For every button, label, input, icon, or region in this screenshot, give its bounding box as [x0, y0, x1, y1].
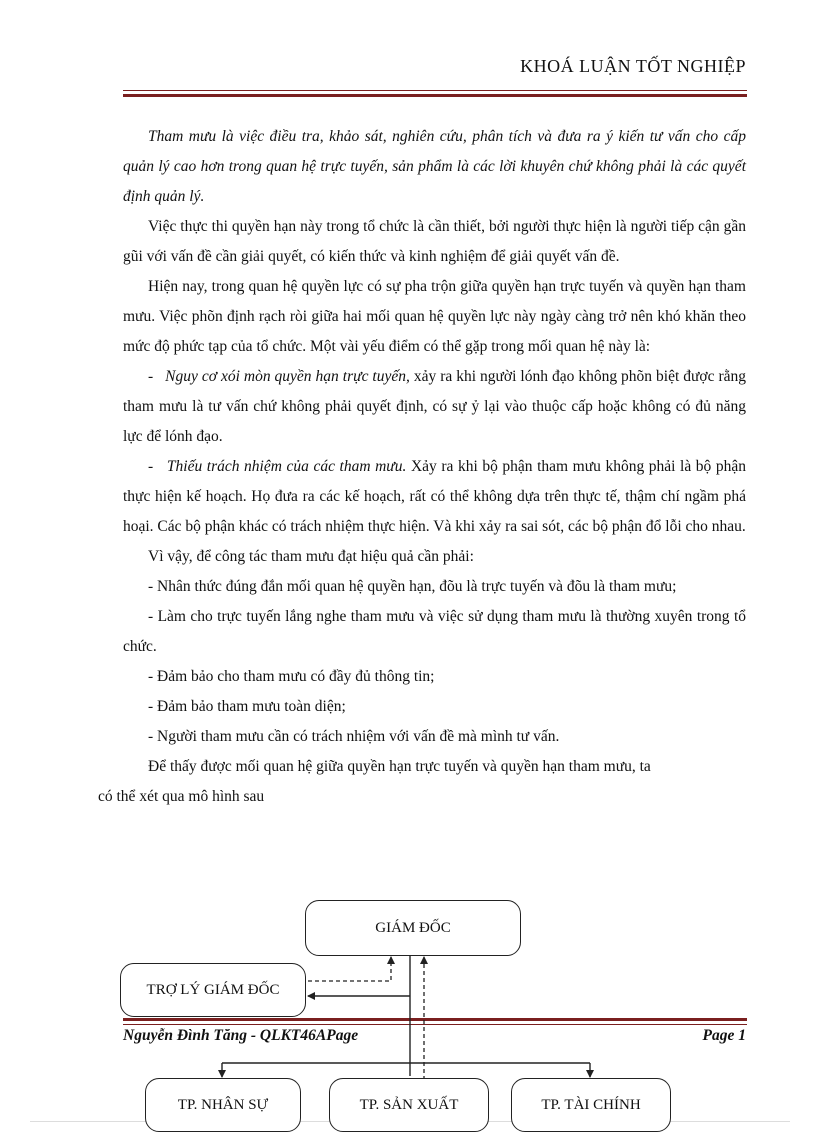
bullet-erosion-title: Nguy cơ xói mòn quyền hạn trực tuyến,	[165, 368, 410, 385]
list-item: - Làm cho trực tuyến lắng nghe tham mưu và việc sử dụng tham mưu là thường xuyên trong tổ chức.	[123, 608, 746, 655]
footer-author: Nguyễn Đình Tăng - QLKT46APage	[123, 1027, 359, 1044]
assistant-box: TRỢ LÝ GIÁM ĐỐC	[120, 963, 306, 1017]
bullet-erosion: - Nguy cơ xói mòn quyền hạn trực tuyến, xảy ra khi người lónh đạo không phõn biệt được rằng tham mưu là tư vấn chứ không phải quyết định, có sự ỷ lại vào thuộc cấp hoặc không có đủ năng lực để lónh đạo.	[123, 368, 747, 445]
paragraph-necessity: Việc thực thi quyền hạn này trong tổ chức là cần thiết, bởi người thực hiện là người tiếp cận gần gũi với vấn đề cần giải quyết, có kiến thức và kinh nghiệm để giải quyết vấn đề.	[123, 218, 746, 265]
list-item: - Đảm bảo tham mưu toàn diện;	[148, 698, 346, 715]
list-item: - Nhân thức đúng đắn mối quan hệ quyền hạn, đõu là trực tuyến và đõu là tham mưu;	[148, 578, 677, 595]
list-item: - Người tham mưu cần có trách nhiệm với vấn đề mà mình tư vấn.	[148, 728, 560, 745]
dept-production-box: TP. SẢN XUẤT	[329, 1078, 489, 1132]
director-box: GIÁM ĐỐC	[305, 900, 521, 956]
dept-finance-box: TP. TÀI CHÍNH	[511, 1078, 671, 1132]
list-item: - Đảm bảo cho tham mưu có đầy đủ thông tin;	[148, 668, 435, 685]
document-header-title: KHOÁ LUẬN TỐT NGHIỆP	[520, 56, 746, 76]
paragraph-current-situation: Hiện nay, trong quan hệ quyền lực có sự pha trộn giữa quyền hạn trực tuyến và quyền hạn tham mưu. Việc phõn định rạch ròi giữa hai mối quan hệ quyền lực này ngày càng trở nên khó khăn theo mức độ phức tạp của tổ chức. Một vài yếu điểm có thể gặp trong mối quan hệ này là:	[123, 278, 746, 355]
paragraph-model-intro: Để thấy được mối quan hệ giữa quyền hạn trực tuyến và quyền hạn tham mưu, ta có thể xét qua mô hình sau	[98, 758, 651, 805]
paragraph-definition: Tham mưu là việc điều tra, khảo sát, nghiên cứu, phân tích và đưa ra ý kiến tư vấn cho cấp quản lý cao hơn trong quan hệ trực tuyến, sản phẩm là các lời khuyên chứ không phải là các quyết định quản lý.	[123, 128, 746, 205]
bullet-irresponsibility-title: Thiếu trách nhiệm của các tham mưu.	[166, 458, 407, 475]
paragraph-requirements: Vì vậy, để công tác tham mưu đạt hiệu quả cần phải:	[148, 548, 474, 565]
assistant-advice-dashed-line	[308, 957, 391, 981]
dept-hr-box: TP. NHÂN SỰ	[145, 1078, 301, 1132]
footer-page-number: Page 1	[702, 1027, 746, 1044]
bullet-irresponsibility: - Thiếu trách nhiệm của các tham mưu. Xảy ra khi bộ phận tham mưu không phải là bộ phận thực hiện kế hoạch. Họ đưa ra các kế hoạch, rất có thể không dựa trên thực tế, thậm chí ngầm phá hoại. Các bộ phận khác có trách nhiệm thực hiện. Và khi xảy ra sai sót, các bộ phận đổ lỗi cho nhau.	[123, 458, 746, 535]
